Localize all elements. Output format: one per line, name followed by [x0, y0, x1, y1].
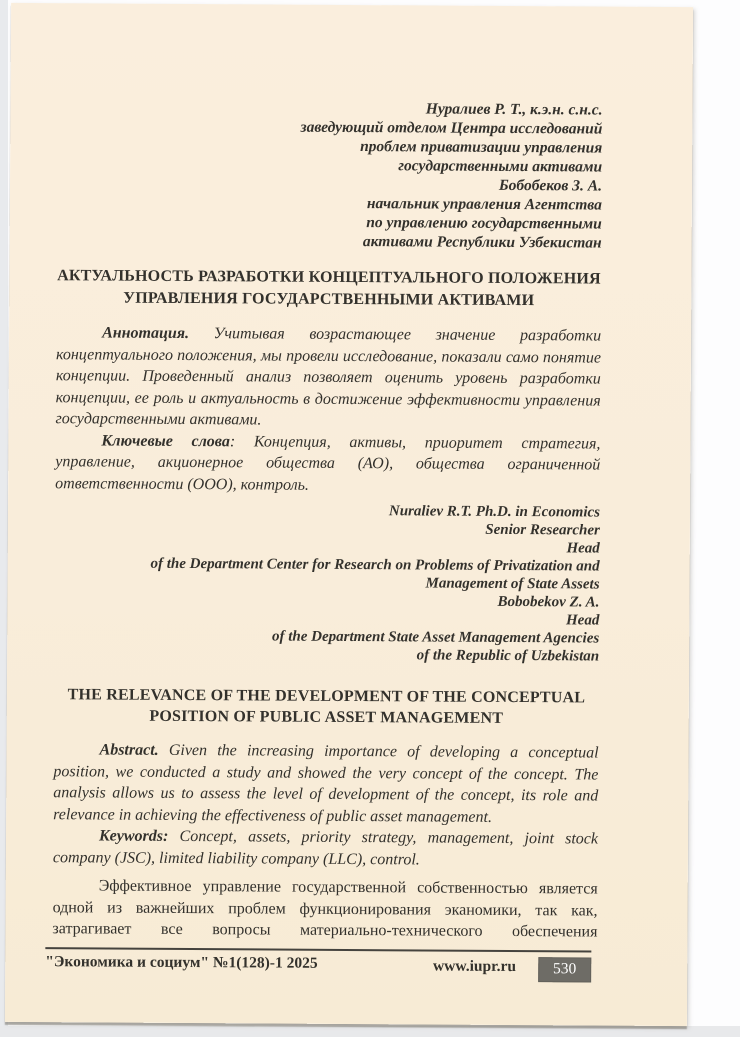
ru-author-line: проблем приватизации управления [360, 138, 603, 157]
abstract-label: Abstract. [99, 741, 159, 759]
en-author-line: Nuraliev R.T. Ph.D. in Economics [388, 503, 601, 521]
en-author-line: Bobobekov Z. A. [497, 593, 600, 611]
footer-row [45, 949, 591, 982]
en-author-line: of the Department State Asset Management Agencies [271, 628, 600, 647]
journal-title: "Экономика и социум" №1(128)-1 2025 [45, 953, 318, 972]
en-keywords-label: Keywords: [98, 827, 169, 845]
en-article-title: THE RELEVANCE OF THE DEVELOPMENT OF THE CONCEPTUAL POSITION OF PUBLIC ASSET MANAGEMENT [67, 686, 586, 727]
en-author-line: Management of State Assets [425, 575, 600, 593]
page-content [5, 3, 693, 1026]
en-author-line: of the Department Center for Research on Problems of Privatization and [150, 555, 600, 575]
scanned-page [5, 3, 693, 1026]
ru-article-title: АКТУАЛЬНОСТЬ РАЗРАБОТКИ КОНЦЕПТУАЛЬНОГО ПОЛОЖЕНИЯ УПРАВЛЕНИЯ ГОСУДАРСТВЕННЫМИ АКТИВАМИ [57, 267, 601, 310]
en-keywords-text: Concept, assets, priority strategy, management, joint stock company (JSC), limited liability company (LLC), control. [52, 827, 599, 868]
annotation-text: Учитывая возрастающее значение разработки концептуального положения, мы провели исследование, показали само понятие концепции. Проведенный анализ позволяет оценить уровень разработки концепции, ее роль и актуальность в достижение эффективности управления государственными активами. [55, 325, 602, 429]
page-footer [45, 947, 591, 982]
ru-keywords-text: : Концепция, активы, приоритет стратегия, управление, акционерное общества (АО), общества ограниченной ответственности (ООО), контроль. [55, 432, 601, 494]
en-author-line: Senior Researcher [485, 521, 600, 539]
body-paragraph: Эффективное управление государственной собственностью является одной из важнейших проблем функционирования эканомики, так как, затрагивает все вопросы материально-технического обеспечения [52, 877, 598, 941]
en-author-block [54, 500, 600, 665]
page-number-badge: 530 [538, 957, 591, 982]
ru-author-line: Нуралиев Р. Т., к.э.н. с.н.с. [425, 100, 603, 119]
ru-keywords-paragraph [55, 430, 600, 498]
en-author-line: of the Republic of Uzbekistan [416, 647, 600, 665]
ru-author-line: начальник управления Агентства [366, 195, 602, 214]
ru-author-block [57, 97, 603, 252]
scanner-background [0, 1026, 740, 1037]
en-keywords-paragraph [53, 825, 598, 871]
en-author-line: Head [565, 612, 600, 629]
abstract-text: Given the increasing importance of developing a conceptual position, we conducted a study and showed the very concept of the concept. The analysis allows us to assess the level of development of the concept, its role and relevance in achieving the effectiveness of public asset management. [53, 741, 599, 826]
annotation-label: Аннотация. [102, 324, 190, 343]
ru-keywords-label: Ключевые слова [101, 431, 230, 450]
ru-author-line: активами Республики Узбекистан [362, 233, 602, 252]
ru-author-line: Бобобеков З. А. [498, 176, 603, 195]
abstract-paragraph [53, 739, 599, 828]
ru-author-line: по управлению государственными [366, 214, 602, 233]
ru-author-line: заведующий отделом Центра исследований [300, 118, 603, 138]
en-author-line: Head [566, 540, 600, 557]
ru-author-line: государственными активами [398, 157, 603, 176]
annotation-paragraph [56, 322, 602, 433]
journal-website: www.iupr.ru [432, 957, 517, 976]
